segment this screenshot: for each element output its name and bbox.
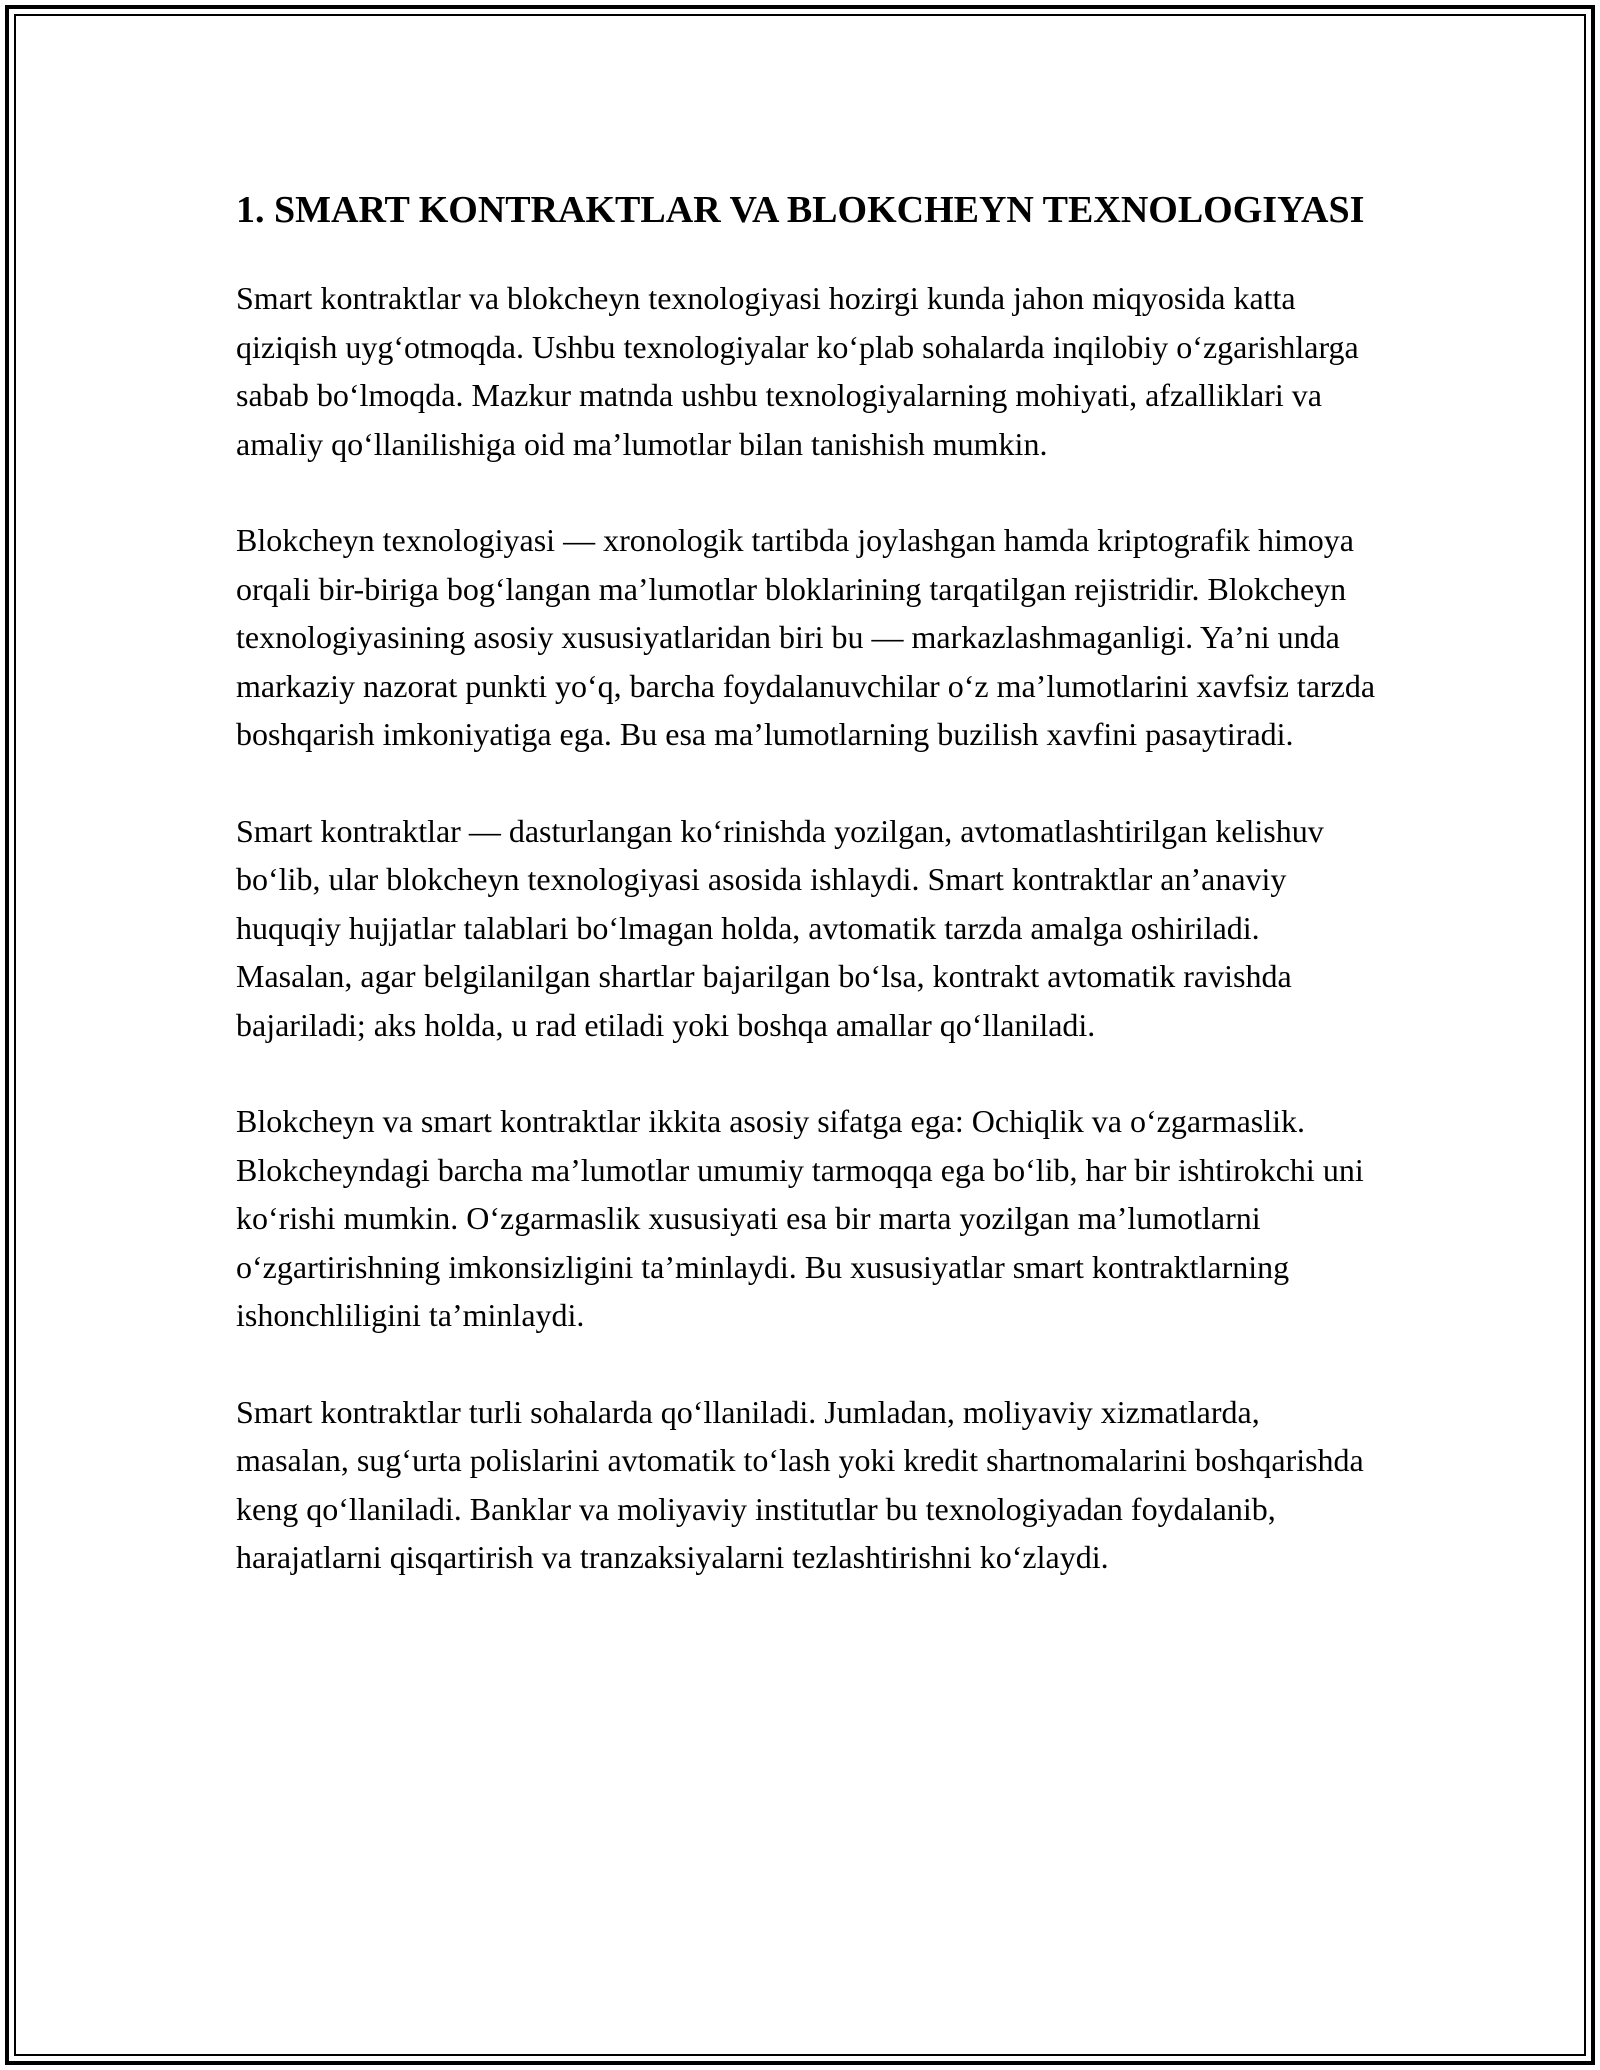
paragraph-key-properties: Blokcheyn va smart kontraktlar ikkita asosiy sifatga ega: Ochiqlik va oʻzgarmaslik. Blokcheyndagi barcha maʼlumotlar umumiy tarmoqqa ega boʻlib, har bir ishtirokchi uni koʻrishi mumkin. Oʻzgarmaslik xususiyati esa bir marta yozilgan maʼlumotlarni oʻzgartirishning imkonsizligini taʼminlaydi. Bu xususiyatlar smart kontraktlarning ishonchliligini taʼminlaydi. [236,1103,1364,1333]
document-body [236,186,1376,1630]
paragraph-smart-contract-definition: Smart kontraktlar — dasturlangan koʻrinishda yozilgan, avtomatlashtirilgan kelishuv boʻlib, ular blokcheyn texnologiyasi asosida ishlaydi. Smart kontraktlar anʼanaviy huquqiy hujjatlar talablari boʻlmagan holda, avtomatik tarzda amalga oshiriladi. Masalan, agar belgilanilgan shartlar bajarilgan boʻlsa, kontrakt avtomatik ravishda bajariladi; aks holda, u rad etiladi yoki boshqa amallar qoʻllaniladi. [236,812,1324,1043]
paragraph-intro: Smart kontraktlar va blokcheyn texnologiyasi hozirgi kunda jahon miqyosida katta qiziqish uygʻotmoqda. Ushbu texnologiyalar koʻplab sohalarda inqilobiy oʻzgarishlarga sabab boʻlmoqda. Mazkur matnda ushbu texnologiyalarning mohiyati, afzalliklari va amaliy qoʻllanilishiga oid maʼlumotlar bilan tanishish mumkin. [236,280,1359,462]
paragraph-applications: Smart kontraktlar turli sohalarda qoʻllaniladi. Jumladan, moliyaviy xizmatlarda, masalan, sugʻurta polislarini avtomatik toʻlash yoki kredit shartnomalarini boshqarishda keng qoʻllaniladi. Banklar va moliyaviy institutlar bu texnologiyadan foydalanib, harajatlarni qisqartirish va tranzaksiyalarni tezlashtirishni koʻzlaydi. [236,1393,1364,1575]
page-title: 1. SMART KONTRAKTLAR VA BLOKCHEYN TEXNOLOGIYASI [236,189,1365,231]
paragraph-blockchain-definition: Blokcheyn texnologiyasi — xronologik tartibda joylashgan hamda kriptografik himoya orqali bir-biriga bogʻlangan maʼlumotlar bloklarining tarqatilgan rejistridir. Blokcheyn texnologiyasining asosiy xususiyatlaridan biri bu — markazlashmaganligi. Yaʼni unda markaziy nazorat punkti yoʻq, barcha foydalanuvchilar oʻz maʼlumotlarini xavfsiz tarzda boshqarish imkoniyatiga ega. Bu esa maʼlumotlarning buzilish xavfini pasaytiradi. [236,522,1376,752]
